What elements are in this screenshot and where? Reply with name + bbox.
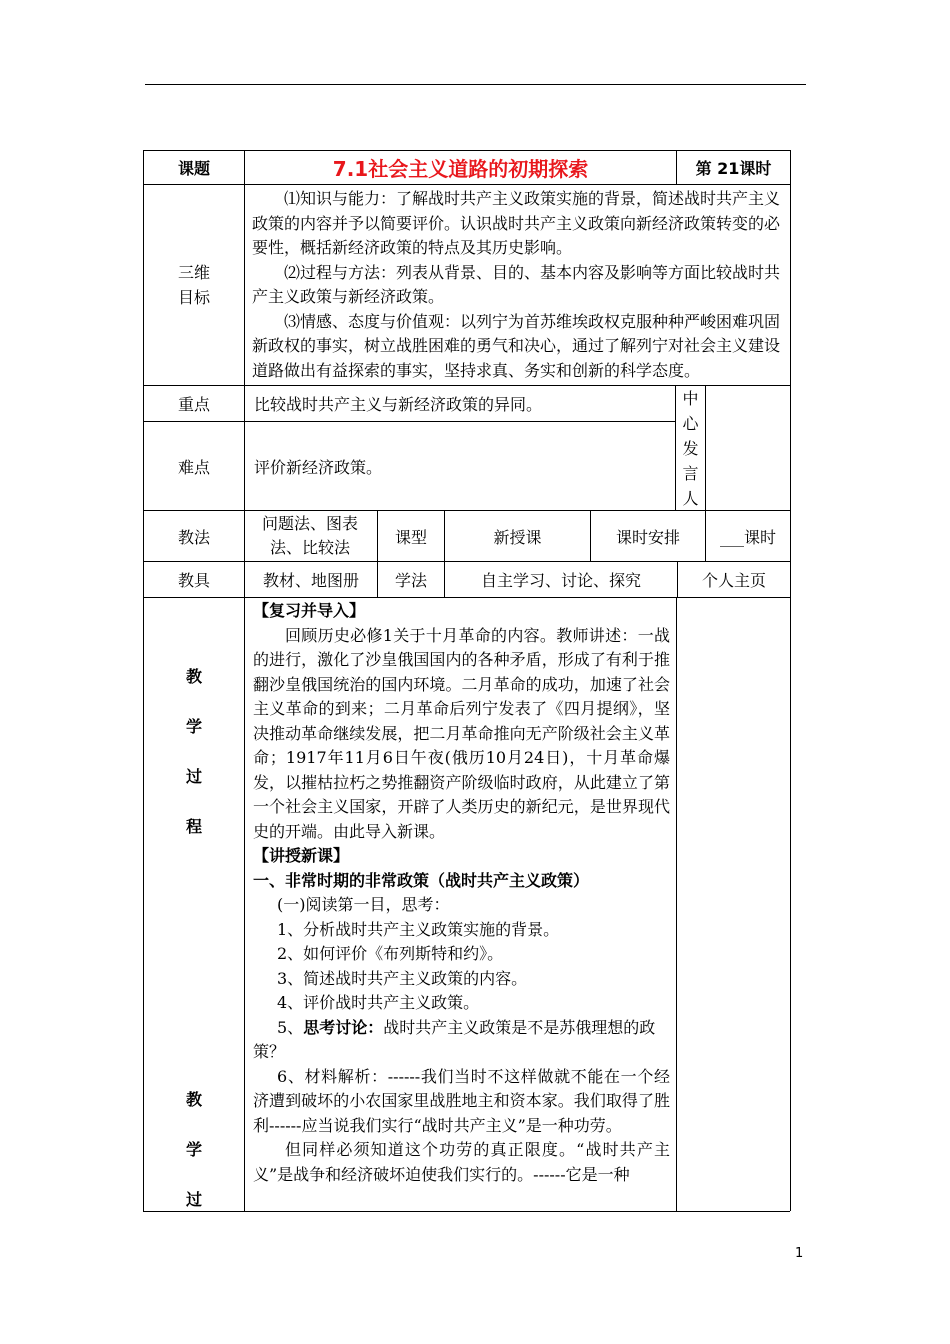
read-prompt: (一)阅读第一目，思考： (277, 895, 450, 914)
study-label: 学法 (394, 571, 427, 590)
lesson-number: 第 21课时 (695, 159, 772, 178)
schedule-value: ___课时 (719, 527, 776, 547)
process-side-label (144, 652, 244, 852)
question-item: 4、评价战时共产主义政策。 (277, 993, 480, 1012)
process-side-char: 学 (185, 717, 202, 736)
center-speaker-char: 中 (682, 389, 699, 408)
process-side-char: 教 (185, 1090, 202, 1109)
difficulty-label: 难点 (177, 457, 210, 477)
homepage-label: 个人主页 (701, 571, 766, 590)
process-side-char: 过 (185, 767, 202, 786)
new-lesson-heading: 【讲授新课】 (253, 846, 350, 865)
key-point-text: 比较战时共产主义与新经济政策的异同。 (254, 395, 543, 414)
subject-label: 课题 (177, 159, 210, 178)
table-line (143, 597, 790, 598)
process-side-char: 学 (185, 1140, 202, 1159)
goal-knowledge: ⑴知识与能力：了解战时共产主义政策实施的背景，简述战时共产主义政策的内容并予以简要评价。认识战时共产主义政策向新经济政策转变的必要性，概括新经济政策的特点及其历史影响。 (252, 189, 781, 257)
key-point-label: 重点 (177, 395, 210, 414)
goals-label (144, 185, 244, 385)
center-speaker-label (676, 386, 705, 510)
process-side-char: 教 (185, 667, 202, 686)
method-label: 教法 (177, 527, 210, 547)
header-rule (145, 84, 806, 85)
page-title: 7.1社会主义道路的初期探索 (332, 157, 589, 181)
review-text: 回顾历史必修1关于十月革命的内容。教师讲述：一战的进行，激化了沙皇俄国国内的各种矛盾，形成了有利于推翻沙皇俄国统治的国内环境。二月革命的成功，加速了社会主义革命的到来；二月革命后列宁发表了《四月提纲》，坚决推动革命继续发展，把二月革命推向无产阶级社会主义革命；1917年11月6日午夜(俄历10月24日)，十月革命爆发，以摧枯拉朽之势推翻资产阶级临时政府，从此建立了第一个社会主义国家，开辟了人类历史的新纪元，是世界现代史的开端。由此导入新课。 (253, 625, 670, 841)
center-speaker-char: 心 (682, 414, 699, 433)
table-line (244, 150, 245, 1211)
goals-label-line-2: 目标 (177, 288, 210, 307)
process-content (253, 599, 670, 1210)
review-heading: 【复习并导入】 (253, 601, 366, 620)
center-speaker-char: 发 (682, 439, 699, 458)
process-side-label-continued (144, 1075, 244, 1225)
study-value: 自主学习、讨论、探究 (480, 571, 641, 590)
table-line (705, 385, 706, 510)
material-analysis: 6、材料解析：------我们当时不这样做就不能在一个经济遭到破坏的小农国家里战胜地主和资本家。我们取得了胜利------应当说我们实行“战时共产主义”是一种功劳。 (253, 1066, 670, 1135)
center-speaker-char: 言 (682, 464, 699, 483)
center-speaker-char: 人 (682, 489, 699, 508)
tools-value: 教材、地图册 (262, 571, 359, 590)
method-value: 问题法、图表法、比较法 (261, 514, 358, 557)
type-label: 课型 (394, 527, 427, 547)
page-number: 1 (795, 1246, 804, 1261)
difficulty-text: 评价新经济政策。 (254, 457, 383, 477)
goals-content (252, 187, 784, 383)
table-border-right (790, 150, 791, 1211)
question-item: 3、简述战时共产主义政策的内容。 (277, 968, 528, 988)
process-side-char: 过 (185, 1190, 202, 1209)
section-heading: 一、非常时期的非常政策（战时共产主义政策） (253, 870, 590, 890)
question-item: 2、如何评价《布列斯特和约》。 (277, 944, 504, 963)
schedule-label: 课时安排 (615, 527, 680, 547)
question-discussion (253, 1016, 670, 1065)
goals-label-line-1: 三维 (177, 263, 210, 282)
question-item: 1、分析战时共产主义政策实施的背景。 (277, 919, 560, 939)
question-number: 5、 (277, 1017, 304, 1037)
type-value: 新授课 (493, 527, 542, 547)
goal-process: ⑵过程与方法：列表从背景、目的、基本内容及影响等方面比较战时共产主义政策与新经济政策。 (252, 262, 781, 306)
tools-label: 教具 (177, 571, 210, 590)
material-analysis-continued: 但同样必须知道这个功劳的真正限度。“战时共产主义”是战争和经济破坏迫使我们实行的。------它是一种 (253, 1140, 670, 1184)
question-label: 思考讨论： (303, 1017, 384, 1037)
process-side-char: 程 (185, 817, 202, 836)
goal-attitude: ⑶情感、态度与价值观：以列宁为首苏维埃政权克服种种严峻困难巩固新政权的事实，树立战胜困难的勇气和决心，通过了解列宁对社会主义建设道路做出有益探索的事实，坚持求真、务实和创新的科学态度。 (252, 311, 781, 380)
table-line (676, 597, 677, 1211)
question-text: 战时共产主义政策是不是苏俄理想的政策？ (253, 1017, 656, 1061)
